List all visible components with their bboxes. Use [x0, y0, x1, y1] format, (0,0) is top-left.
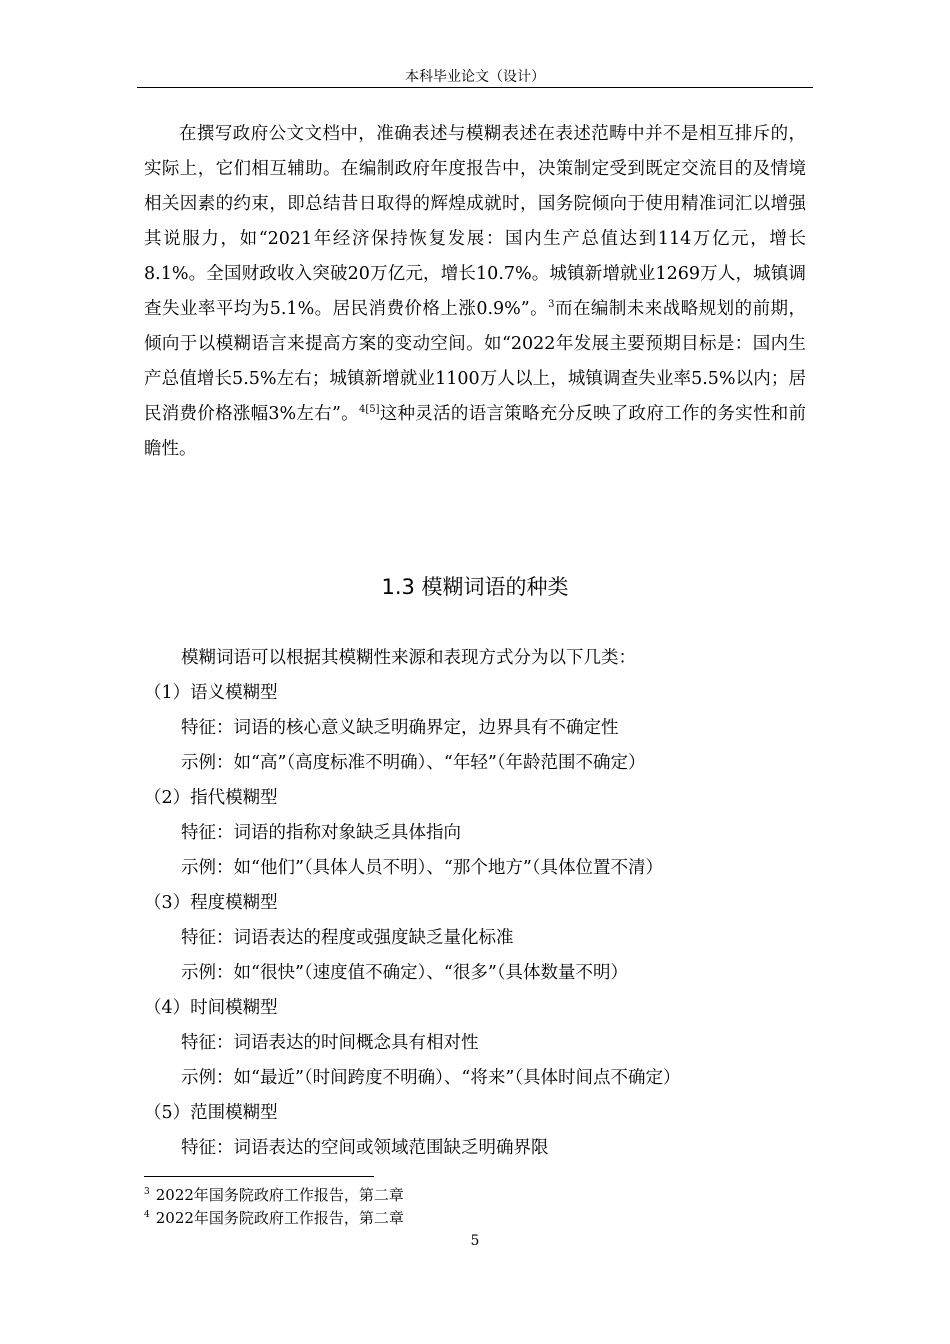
type-3-feature: 特征：词语表达的程度或强度缺乏量化标准 [181, 928, 514, 948]
footnote-4 [144, 1208, 404, 1228]
paragraph-text-part-1: 在撰写政府公文文档中，准确表述与模糊表述在表述范畴中并不是相互排斥的，实际上，它们相互辅助。在编制政府年度报告中，决策制定受到既定交流目的及情境相关因素的约束，即总结昔日取得的辉煌成就时，国务院倾向于使用精准词汇以增强其说服力，如“2021年经济保持恢复发展：国内生产总值达到114万亿元，增长8.1%。全国财政收入突破20万亿元，增长10.7%。城镇新增就业1269万人，城镇调查失业率平均为5.1%。居民消费价格上涨0.9%”。 [144, 124, 806, 319]
type-3-heading: （3）程度模糊型 [144, 893, 278, 913]
footnote-mark: 3 [144, 1187, 150, 1197]
page-number: 5 [470, 1233, 480, 1249]
type-5-feature: 特征：词语表达的空间或领域范围缺乏明确界限 [181, 1138, 549, 1158]
page-header-title: 本科毕业论文（设计） [405, 69, 545, 85]
footnote-ref-3[interactable]: 3 [548, 299, 555, 311]
footnote-text: 2022年国务院政府工作报告，第二章 [155, 1209, 404, 1227]
section-title: 1.3 模糊词语的种类 [381, 575, 569, 599]
paragraph-text-part-2: 而在编制未来战略规划的前期，倾向于以模糊语言来提高方案的变动空间。如“2022年发展主要预期目标是：国内生产总值增长5.5%左右；城镇新增就业1100万人以上，城镇调查失业率5.5%以内；居民消费价格涨幅3%左右”。 [144, 299, 807, 424]
type-1-feature: 特征：词语的核心意义缺乏明确界定，边界具有不确定性 [181, 718, 619, 738]
section-intro: 模糊词语可以根据其模糊性来源和表现方式分为以下几类： [181, 648, 636, 668]
type-1-example: 示例：如“高”（高度标准不明确）、“年轻”（年龄范围不确定） [181, 753, 646, 773]
type-5-heading: （5）范围模糊型 [144, 1103, 278, 1123]
type-4-feature: 特征：词语表达的时间概念具有相对性 [181, 1033, 479, 1053]
footnote-rule [144, 1176, 374, 1177]
type-3-example: 示例：如“很快”（速度值不确定）、“很多”（具体数量不明） [181, 963, 629, 983]
type-2-feature: 特征：词语的指称对象缺乏具体指向 [181, 823, 461, 843]
paragraph-text-part-3: 这种灵活的语言策略充分反映了政府工作的务实性和前瞻性。 [144, 404, 806, 459]
footnote-text: 2022年国务院政府工作报告，第二章 [155, 1186, 404, 1204]
type-4-heading: （4）时间模糊型 [144, 998, 278, 1018]
body-paragraph [144, 117, 806, 467]
footnote-mark: 4 [144, 1210, 150, 1220]
footnote-3 [144, 1185, 404, 1205]
type-4-example: 示例：如“最近”（时间跨度不明确）、“将来”（具体时间点不确定） [181, 1068, 681, 1088]
type-2-example: 示例：如“他们”（具体人员不明）、“那个地方”（具体位置不清） [181, 858, 664, 878]
header-rule [137, 87, 813, 88]
footnote-ref-4[interactable]: 4[5] [358, 404, 380, 416]
type-1-heading: （1）语义模糊型 [144, 683, 278, 703]
type-2-heading: （2）指代模糊型 [144, 788, 278, 808]
